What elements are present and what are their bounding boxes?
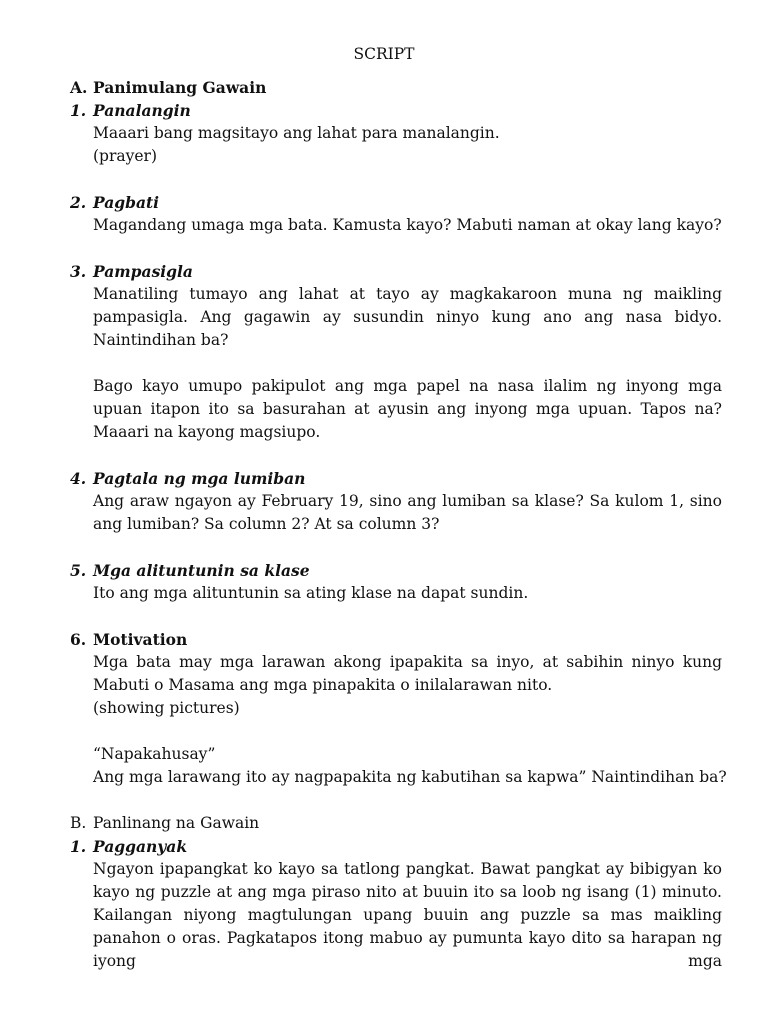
section-a-marker: A.	[70, 78, 88, 97]
spacer	[70, 237, 722, 260]
item-a6-quote: “Napakahusay”	[93, 745, 216, 763]
item-a3-marker: 3.	[70, 262, 87, 281]
section-b-heading	[70, 812, 722, 835]
item-a4-marker: 4.	[70, 469, 87, 488]
spacer	[70, 444, 722, 467]
spacer	[70, 352, 722, 375]
spacer	[70, 168, 722, 191]
spacer	[70, 789, 722, 812]
item-b1-paragraph: Ngayon ipapangkat ko kayo sa tatlong pangkat. Bawat pangkat ay bibigyan ko kayo ng puzzle at ang mga piraso nito at buuin ito sa loob ng isang (1) minuto. Kailangan niyong magtulungan upang buuin ang puzzle sa mas maikling panahon o oras. Pagkatapos itong mabuo ay pumunta kayo dito sa harapan ng iyong mga	[93, 860, 722, 970]
item-a1-heading	[70, 99, 722, 122]
item-a5-title: Mga alituntunin sa klase	[93, 561, 310, 580]
item-a3-paragraph-2: Bago kayo umupo pakipulot ang mga papel na nasa ilalim ng inyong mga upuan itapon ito sa basurahan at ayusin ang inyong mga upuan. Tapos na? Maaari na kayong magsiupo.	[93, 377, 722, 441]
item-a2-marker: 2.	[70, 193, 87, 212]
item-a5-marker: 5.	[70, 561, 87, 580]
item-a6-paragraph: Mga bata may mga larawan akong ipapakita sa inyo, at sabihin ninyo kung Mabuti o Masama ang mga pinapakita o inilalarawan nito.	[93, 653, 722, 694]
item-a5-line-1: Ito ang mga alituntunin sa ating klase na dapat sundin.	[93, 584, 529, 602]
item-a1-marker: 1.	[70, 101, 87, 120]
item-b1-title: Pagganyak	[93, 837, 188, 856]
item-a2-title: Pagbati	[93, 193, 160, 212]
item-a1-title: Panalangin	[93, 101, 191, 120]
item-a2-line-1: Magandang umaga mga bata. Kamusta kayo? Mabuti naman at okay lang kayo?	[93, 216, 722, 234]
item-a6-quote-line: Ang mga larawang ito ay nagpapakita ng kabutihan sa kapwa” Naintindihan ba?	[93, 768, 727, 786]
document-body	[70, 76, 727, 973]
item-b1-heading	[70, 835, 722, 858]
spacer	[70, 536, 722, 559]
item-a5-heading	[70, 559, 722, 582]
section-b-marker: B.	[70, 814, 87, 832]
item-a4-heading	[70, 467, 722, 490]
item-a1-line-2: (prayer)	[93, 147, 158, 165]
spacer	[70, 605, 722, 628]
item-a3-paragraph-1: Manatiling tumayo ang lahat at tayo ay magkakaroon muna ng maikling pampasigla. Ang gagawin ay susundin ninyo kung ano ang nasa bidyo. Naintindihan ba?	[93, 285, 722, 349]
item-a4-paragraph: Ang araw ngayon ay February 19, sino ang lumiban sa klase? Sa kulom 1, sino ang lumiban? Sa column 2? At sa column 3?	[93, 492, 722, 533]
section-a-heading	[70, 76, 722, 99]
item-b1-marker: 1.	[70, 837, 87, 856]
item-a6-stage-direction: (showing pictures)	[93, 699, 240, 717]
item-a2-heading	[70, 191, 722, 214]
item-a6-marker: 6.	[70, 630, 87, 649]
item-a1-line-1: Maaari bang magsitayo ang lahat para manalangin.	[93, 124, 500, 142]
document-title: SCRIPT	[353, 45, 415, 63]
item-a3-title: Pampasigla	[93, 262, 193, 281]
section-a-title: Panimulang Gawain	[93, 78, 267, 97]
item-a6-title: Motivation	[93, 630, 188, 649]
spacer	[70, 720, 722, 743]
section-b-title: Panlinang na Gawain	[93, 814, 260, 832]
item-a6-heading	[70, 628, 722, 651]
item-a4-title: Pagtala ng mga lumiban	[93, 469, 306, 488]
item-a3-heading	[70, 260, 722, 283]
